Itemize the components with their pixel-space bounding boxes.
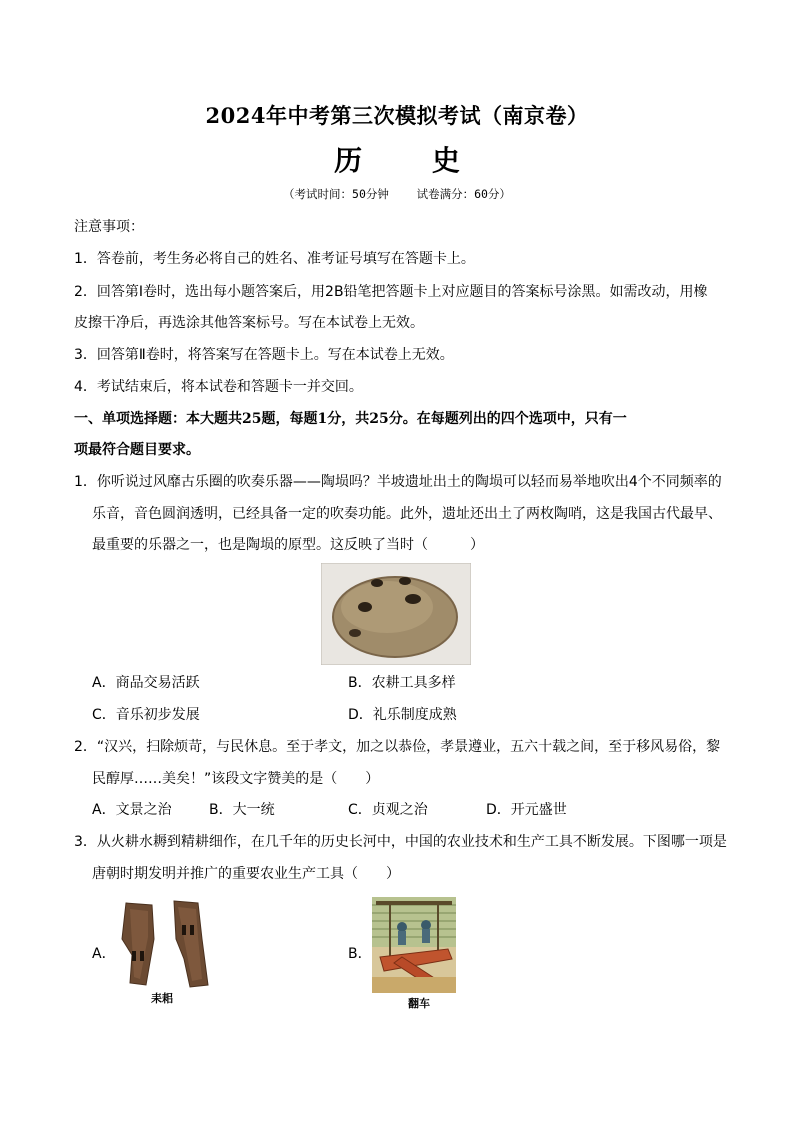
option-b[interactable]: B．: [348, 946, 372, 962]
option-b[interactable]: B．大一统: [209, 802, 275, 818]
question-1-text: 1．你听说过风靡古乐圈的吹奏乐器——陶埙吗？半坡遗址出土的陶埙可以轻而易举地吹出4个不同频率的: [74, 474, 722, 490]
question-2-text: 民醇厚……美矣！”该段文字赞美的是（ ）: [92, 771, 380, 787]
question-3-text: 唐朝时期发明并推广的重要农业生产工具（ ）: [92, 866, 400, 882]
option-a[interactable]: A．: [92, 946, 116, 962]
fanche-image: [372, 897, 456, 993]
leisi-caption: 耒耜: [151, 992, 173, 1005]
exam-title: 2024年中考第三次模拟考试（南京卷）: [205, 103, 589, 128]
question-2-text: 2．“汉兴，扫除烦苛，与民休息。至于孝文，加之以恭俭，孝景遵业，五六十载之间，至于移风易俗，黎: [74, 739, 721, 755]
notice-item: 4．考试结束后，将本试卷和答题卡一并交回。: [74, 379, 363, 395]
fanche-caption: 翻车: [408, 997, 430, 1010]
option-c[interactable]: C．音乐初步发展: [92, 707, 200, 723]
notice-heading: 注意事项：: [74, 219, 144, 235]
notice-item: 2．回答第Ⅰ卷时，选出每小题答案后，用2B铅笔把答题卡上对应题目的答案标号涂黑。如需改动，用橡: [74, 284, 708, 300]
question-1-text: 最重要的乐器之一，也是陶埙的原型。这反映了当时（ ）: [92, 537, 484, 553]
option-d[interactable]: D．开元盛世: [486, 802, 567, 818]
ocarina-image: [321, 563, 471, 665]
notice-item: 皮擦干净后，再选涂其他答案标号。写在本试卷上无效。: [74, 315, 424, 331]
option-a[interactable]: A．文景之治: [92, 802, 172, 818]
notice-item: 3．回答第Ⅱ卷时，将答案写在答题卡上。写在本试卷上无效。: [74, 347, 454, 363]
option-b[interactable]: B．农耕工具多样: [348, 675, 456, 691]
option-c[interactable]: C．贞观之治: [348, 802, 428, 818]
question-3-text: 3．从火耕水耨到精耕细作，在几千年的历史长河中，中国的农业技术和生产工具不断发展。下图哪一项是: [74, 834, 727, 850]
leisi-image: [118, 899, 214, 989]
exam-info: （考试时间：50分钟 试卷满分：60分）: [283, 187, 511, 201]
option-d[interactable]: D．礼乐制度成熟: [348, 707, 457, 723]
question-1-text: 乐音，音色圆润透明，已经具备一定的吹奏功能。此外，遗址还出土了两枚陶哨，这是我国古代最早、: [92, 506, 722, 522]
subject-title: 历 史: [334, 144, 490, 177]
section-heading: 一、单项选择题：本大题共25题，每题1分，共25分。在每题列出的四个选项中，只有一: [74, 411, 627, 427]
notice-item: 1．答卷前，考生务必将自己的姓名、准考证号填写在答题卡上。: [74, 251, 475, 267]
option-a[interactable]: A．商品交易活跃: [92, 675, 200, 691]
section-heading-cont: 项最符合题目要求。: [74, 442, 200, 458]
